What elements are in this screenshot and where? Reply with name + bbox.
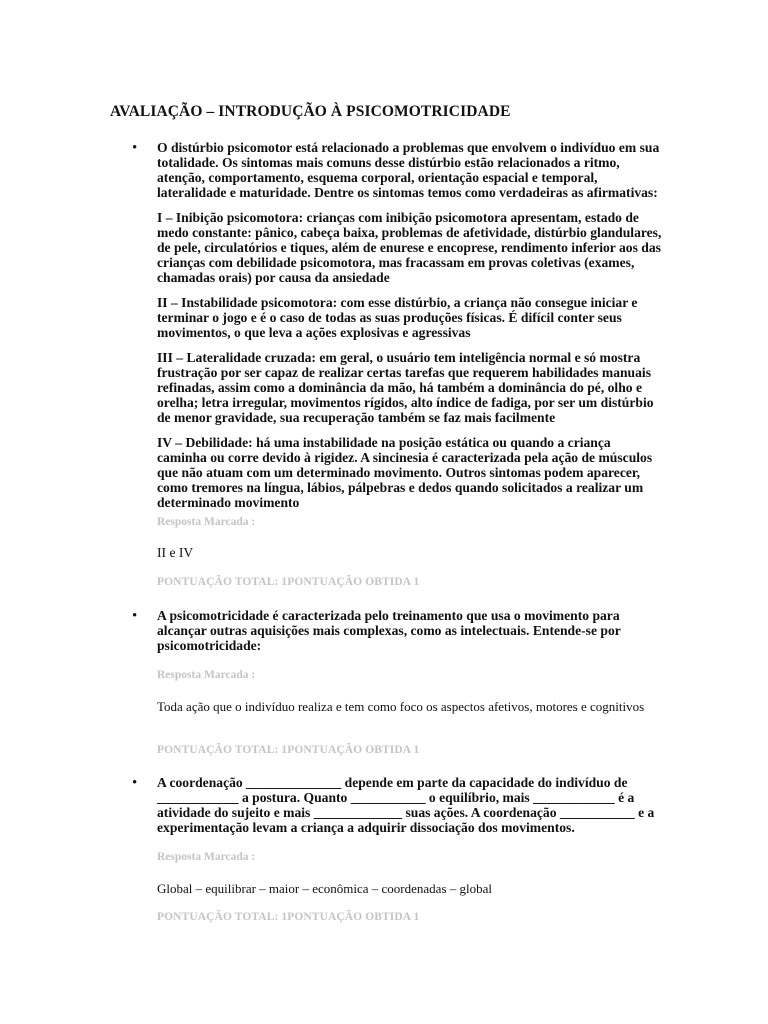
question-stem: A coordenação ______________ depende em parte da capacidade do indivíduo de ____________ a postura. Quanto ___________ o equilíbrio, mais ____________ é a atividade do sujeito e mais _____________ suas ações. A coordenação ___________ e a experimentação levam a criança a adquirir dissociação dos movimentos. xyxy=(157,775,655,835)
page-title: AVALIAÇÃO – INTRODUÇÃO À PSICOMOTRICIDADE xyxy=(110,103,511,120)
statement-iv: IV – Debilidade: há uma instabilidade na posição estática ou quando a criança caminha ou corre devido à rigidez. A sincinesia é caracterizada pela ação de músculos que não atuam com um determinado movimento. Outros sintomas podem aparecer, como tremores na língua, lábios, pálpebras e dedos quando solicitados a realizar um determinado movimento xyxy=(157,435,653,510)
bullet-icon: • xyxy=(132,608,138,624)
selected-answer: Global – equilibrar – maior – econômica – coordenadas – global xyxy=(157,881,493,896)
selected-answer: II e IV xyxy=(157,545,194,560)
question-stem: O distúrbio psicomotor está relacionado a problemas que envolvem o indivíduo em sua totalidade. Os sintomas mais comuns desse distúrbio estão relacionados a ritmo, atenção, comportamento, esquema corporal, orientação espacial e temporal, lateralidade e maturidade. Dentre os sintomas temos como verdadeiras as afirmativas: xyxy=(157,140,660,200)
selected-answer: Toda ação que o indivíduo realiza e tem como foco os aspectos afetivos, motores e cognitivos xyxy=(157,699,645,714)
statement-ii: II – Instabilidade psicomotora: com esse distúrbio, a criança não consegue iniciar e terminar o jogo e é o caso de todas as suas produções físicas. É difícil conter seus movimentos, o que leva a ações explosivas e agressivas xyxy=(157,295,638,340)
answer-label: Resposta Marcada : xyxy=(157,669,256,681)
statement-i: I – Inibição psicomotora: crianças com inibição psicomotora apresentam, estado de medo constante: pânico, cabeça baixa, problemas de afetividade, distúrbio glandulares, de pele, circulatórios e tiques, além de enurese e encoprese, rendimento inferior aos das crianças com debilidade psicomotora, mas fracassam em provas coletivas (exames, chamadas orais) por causa da ansiedade xyxy=(157,210,662,285)
bullet-icon: • xyxy=(132,775,138,791)
score-line: PONTUAÇÃO TOTAL: 1PONTUAÇÃO OBTIDA 1 xyxy=(157,744,420,756)
score-line: PONTUAÇÃO TOTAL: 1PONTUAÇÃO OBTIDA 1 xyxy=(157,576,420,588)
bullet-icon: • xyxy=(132,140,138,156)
answer-label: Resposta Marcada : xyxy=(157,851,256,863)
statement-iii: III – Lateralidade cruzada: em geral, o usuário tem inteligência normal e só mostra frustração por ser capaz de realizar certas tarefas que requerem habilidades manuais refinadas, assim como a dominância da mão, há também a dominância do pé, olho e orelha; letra irregular, movimentos rígidos, alto índice de fadiga, por ser um distúrbio de menor gravidade, sua recuperação também se faz mais facilmente xyxy=(157,350,654,425)
question-stem: A psicomotricidade é caracterizada pelo treinamento que usa o movimento para alcançar outras aquisições mais complexas, como as intelectuais. Entende-se por psicomotricidade: xyxy=(157,608,621,653)
answer-label: Resposta Marcada : xyxy=(157,516,256,528)
score-line: PONTUAÇÃO TOTAL: 1PONTUAÇÃO OBTIDA 1 xyxy=(157,911,420,923)
